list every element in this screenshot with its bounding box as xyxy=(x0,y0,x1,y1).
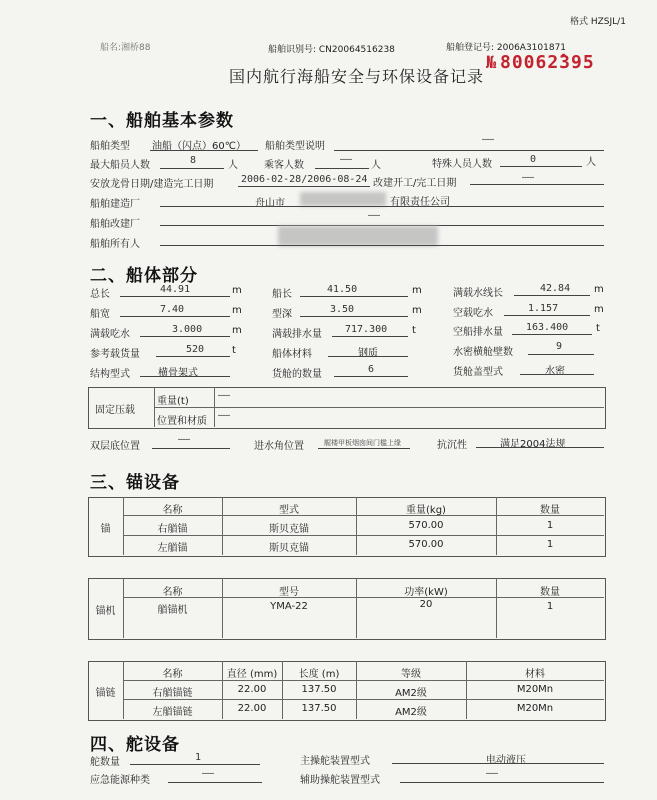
ship-id: 船舶识别号: CN20064516238 xyxy=(268,45,395,55)
ref-load-label: 参考载货量 xyxy=(90,349,140,360)
max-crew-unit: 人 xyxy=(228,160,238,171)
anchor-row-type: 斯贝克锚 xyxy=(269,524,309,535)
beam-label: 船宽 xyxy=(90,309,110,320)
full-draft-value: 3.000 xyxy=(172,324,203,335)
beam-unit: m xyxy=(232,305,242,316)
sinking-label: 抗沉性 xyxy=(437,440,467,451)
light-displacement-unit: t xyxy=(596,323,600,334)
flood-angle-value: 艉楼甲板烟囱间门槛上缘 xyxy=(324,439,401,447)
full-displacement-label: 满载排水量 xyxy=(272,329,322,340)
max-crew-label: 最大船员人数 xyxy=(90,160,150,171)
main-steering-label: 主操舵装置型式 xyxy=(300,756,370,767)
anchor-header-weight: 重量(kg) xyxy=(406,505,446,516)
page-title: 国内航行海船安全与环保设备记录 xyxy=(229,67,485,86)
windlass-side-label: 锚机 xyxy=(95,606,116,617)
anchor-row-qty: 1 xyxy=(546,539,554,550)
lwl-label: 满载水线长 xyxy=(453,288,503,299)
light-draft-unit: m xyxy=(594,304,604,315)
holds-label: 货舱的数量 xyxy=(272,369,322,380)
hull-material-label: 船体材料 xyxy=(272,349,312,360)
serial-prefix: № xyxy=(486,53,497,73)
sinking-value: 满足2004法规 xyxy=(500,439,566,450)
bulkhead-value: 9 xyxy=(556,341,563,352)
chain-row-grade: AM2级 xyxy=(395,707,427,718)
double-bottom-label: 双层底位置 xyxy=(90,441,140,452)
rudder-count-value: 1 xyxy=(195,752,202,763)
keel-date-value: 2006-02-28/2006-08-24 xyxy=(241,174,368,185)
chain-row-material: M20Mn xyxy=(516,703,554,714)
chain-row-name: 右艏锚链 xyxy=(152,688,193,699)
full-draft-label: 满载吃水 xyxy=(90,329,130,340)
beam-value: 7.40 xyxy=(160,304,185,315)
special-persons-value: 0 xyxy=(530,154,537,165)
hatch-label: 货舱盖型式 xyxy=(453,367,503,378)
builder-redaction xyxy=(300,192,386,206)
ship-type-desc-value: —— xyxy=(482,134,495,145)
chain-header-diameter: 直径 (mm) xyxy=(226,669,278,680)
chain-row-length: 137.50 xyxy=(301,684,337,695)
anchor-side-label: 锚 xyxy=(100,524,111,535)
ref-load-unit: t xyxy=(232,345,236,356)
chain-header-material: 材料 xyxy=(525,669,545,680)
modifier-label: 船舶改建厂 xyxy=(90,219,140,230)
chain-row-diameter: 22.00 xyxy=(237,703,267,714)
chain-side-label: 锚链 xyxy=(95,688,116,699)
aux-steering-value: —— xyxy=(486,768,499,779)
builder-value-company: 有限责任公司 xyxy=(390,197,450,208)
emergency-power-value: —— xyxy=(202,768,215,779)
anchor-header-name: 名称 xyxy=(162,505,183,516)
passengers-value: —— xyxy=(340,154,353,165)
light-displacement-label: 空船排水量 xyxy=(453,327,503,338)
depth-unit: m xyxy=(412,305,422,316)
anchor-row-qty: 1 xyxy=(546,520,554,531)
special-persons-unit: 人 xyxy=(586,157,596,168)
anchor-row-type: 斯贝克锚 xyxy=(269,543,309,554)
emergency-power-label: 应急能源种类 xyxy=(90,775,150,786)
passengers-unit: 人 xyxy=(371,160,381,171)
ship-type-desc-label: 船舶类型说明 xyxy=(265,141,325,152)
keel-date-label: 安放龙骨日期/建造完工日期 xyxy=(90,179,214,190)
registration-number: 船舶登记号: 2006A3101871 xyxy=(446,43,567,53)
full-displacement-value: 717.300 xyxy=(345,324,388,335)
ship-name-partial: 船名:湘桥88 xyxy=(100,43,151,53)
modifier-value: —— xyxy=(368,210,381,221)
hull-material-value: 钢质 xyxy=(358,348,378,359)
section-rudder-heading: 四、舵设备 xyxy=(90,735,180,755)
anchor-header-qty: 数量 xyxy=(540,505,560,516)
light-draft-label: 空载吃水 xyxy=(453,308,493,319)
holds-value: 6 xyxy=(368,364,375,375)
ref-load-value: 520 xyxy=(186,344,205,355)
windlass-row-name: 艏锚机 xyxy=(157,605,188,616)
depth-label: 型深 xyxy=(272,309,292,320)
chain-header-grade: 等级 xyxy=(401,669,421,680)
anchor-header-type: 型式 xyxy=(279,505,299,516)
double-bottom-value: —— xyxy=(178,434,191,445)
light-displacement-value: 163.400 xyxy=(526,322,569,333)
structure-label: 结构型式 xyxy=(90,369,130,380)
anchor-row-name: 左艏锚 xyxy=(157,543,188,554)
depth-value: 3.50 xyxy=(330,304,355,315)
aux-steering-label: 辅助操舵装置型式 xyxy=(300,775,380,786)
windlass-row-qty: 1 xyxy=(546,601,554,612)
serial-number: 80062̂395 xyxy=(500,52,595,73)
full-draft-unit: m xyxy=(232,325,242,336)
windlass-row-power: 20 xyxy=(419,599,433,610)
section-anchor-heading: 三、锚设备 xyxy=(90,473,180,493)
ballast-weight-value: —— xyxy=(218,390,231,401)
owner-label: 船舶所有人 xyxy=(90,239,140,250)
full-displacement-unit: t xyxy=(412,325,416,336)
passengers-label: 乘客人数 xyxy=(264,160,304,171)
chain-row-length: 137.50 xyxy=(301,703,337,714)
windlass-header-qty: 数量 xyxy=(540,587,560,598)
structure-value: 横骨架式 xyxy=(158,368,198,379)
rebuild-date-value: —— xyxy=(522,172,535,183)
anchor-row-weight: 570.00 xyxy=(408,539,444,550)
windlass-header-model: 型号 xyxy=(279,587,299,598)
lwl-unit: m xyxy=(594,284,604,295)
windlass-header-name: 名称 xyxy=(162,587,183,598)
fixed-ballast-label: 固定压载 xyxy=(95,405,135,416)
chain-row-name: 左艏锚链 xyxy=(152,707,193,718)
chain-row-diameter: 22.00 xyxy=(237,684,267,695)
chain-row-grade: AM2级 xyxy=(395,688,427,699)
lbp-unit: m xyxy=(412,285,422,296)
max-crew-value: 8 xyxy=(190,155,197,166)
form-code: 格式 HZSJL/1 xyxy=(570,17,626,27)
owner-redaction xyxy=(278,226,438,246)
loa-label: 总长 xyxy=(90,289,110,300)
anchor-row-name: 右艏锚 xyxy=(157,524,188,535)
ship-type-label: 船舶类型 xyxy=(90,141,130,152)
anchor-row-weight: 570.00 xyxy=(408,520,444,531)
main-steering-value: 电动液压 xyxy=(486,755,526,766)
lwl-value: 42.84 xyxy=(540,283,571,294)
windlass-row-model: YMA-22 xyxy=(270,601,308,612)
chain-row-material: M20Mn xyxy=(516,684,554,695)
bulkhead-label: 水密横舱壁数 xyxy=(453,347,513,358)
special-persons-label: 特殊人员人数 xyxy=(432,159,492,170)
ship-type-value: 油船（闪点）60℃） xyxy=(152,141,246,152)
ballast-position-value: —— xyxy=(218,410,231,421)
light-draft-value: 1.157 xyxy=(528,303,559,314)
chain-header-length: 长度 (m) xyxy=(298,669,340,680)
lbp-value: 41.50 xyxy=(327,284,358,295)
ballast-weight-label: 重量(t) xyxy=(157,396,189,407)
rudder-count-label: 舵数量 xyxy=(90,757,120,768)
flood-angle-label: 进水角位置 xyxy=(254,441,304,452)
loa-value: 44.91 xyxy=(160,284,191,295)
rebuild-date-label: 改建开工/完工日期 xyxy=(373,178,457,189)
section-hull-heading: 二、船体部分 xyxy=(90,266,198,286)
chain-header-name: 名称 xyxy=(162,669,183,680)
builder-label: 船舶建造厂 xyxy=(90,199,140,210)
hatch-value: 水密 xyxy=(545,366,565,377)
builder-value-city: 舟山市 xyxy=(255,198,285,209)
windlass-header-power: 功率(kW) xyxy=(404,587,448,598)
lbp-label: 船长 xyxy=(272,289,292,300)
loa-unit: m xyxy=(232,285,242,296)
section-basic-params-heading: 一、船舶基本参数 xyxy=(90,111,234,131)
ballast-position-label: 位置和材质 xyxy=(157,416,207,427)
